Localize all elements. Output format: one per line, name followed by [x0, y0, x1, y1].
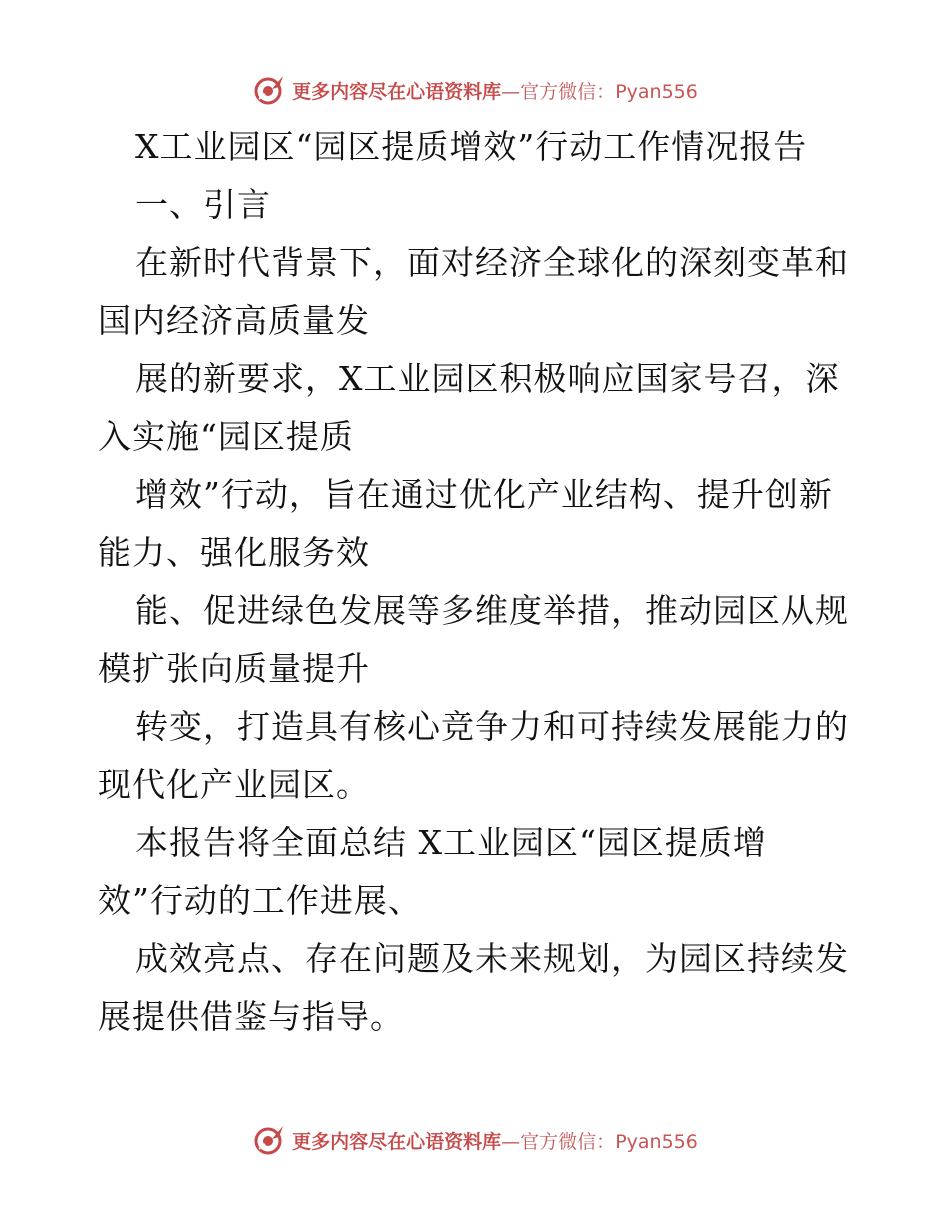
paragraph-line: 展提供借鉴与指导。: [98, 997, 404, 1036]
paragraph-line: 模扩张向质量提升: [98, 649, 370, 688]
paragraph-line: 入实施“园区提质: [98, 417, 354, 456]
paragraph-line: 效”行动的工作进展、: [98, 881, 422, 920]
paragraph-line: 现代化产业园区。: [98, 765, 370, 804]
paragraph-line: 转变，打造具有核心竞争力和可持续发展能力的: [135, 707, 849, 746]
watermark-label: 官方微信：: [520, 1130, 616, 1153]
watermark-label: 官方微信：: [520, 80, 616, 103]
watermark-separator: —: [501, 1130, 521, 1153]
watermark-separator: —: [501, 80, 521, 103]
watermark-wechat-id: Pyan556: [615, 80, 698, 103]
section-heading-introduction: 一、引言: [135, 185, 271, 224]
quill-logo-icon: [252, 73, 286, 107]
paragraph-line: 增效”行动，旨在通过优化产业结构、提升创新: [135, 475, 833, 514]
watermark-text: [292, 77, 698, 104]
document-title: X工业园区“园区提质增效”行动工作情况报告: [135, 127, 808, 166]
paragraph-line: 能、促进绿色发展等多维度举措，推动园区从规: [135, 591, 849, 630]
paragraph-line: 能力、强化服务效: [98, 533, 370, 572]
paragraph-line: 国内经济高质量发: [98, 301, 370, 340]
paragraph-line: 本报告将全面总结 X工业园区“园区提质增: [135, 823, 767, 862]
watermark-text-cn: 更多内容尽在心语资料库: [292, 80, 502, 103]
quill-logo-icon: [252, 1123, 286, 1157]
watermark-text-cn: 更多内容尽在心语资料库: [292, 1130, 502, 1153]
footer-watermark: [0, 1120, 950, 1160]
paragraph-line: 成效亮点、存在问题及未来规划，为园区持续发: [135, 939, 849, 978]
watermark-wechat-id: Pyan556: [615, 1130, 698, 1153]
paragraph-line: 在新时代背景下，面对经济全球化的深刻变革和: [135, 243, 849, 282]
paragraph-line: 展的新要求，X工业园区积极响应国家号召，深: [135, 359, 840, 398]
watermark-text: [292, 1127, 698, 1154]
header-watermark: [0, 70, 950, 110]
document-body: [98, 118, 858, 1046]
